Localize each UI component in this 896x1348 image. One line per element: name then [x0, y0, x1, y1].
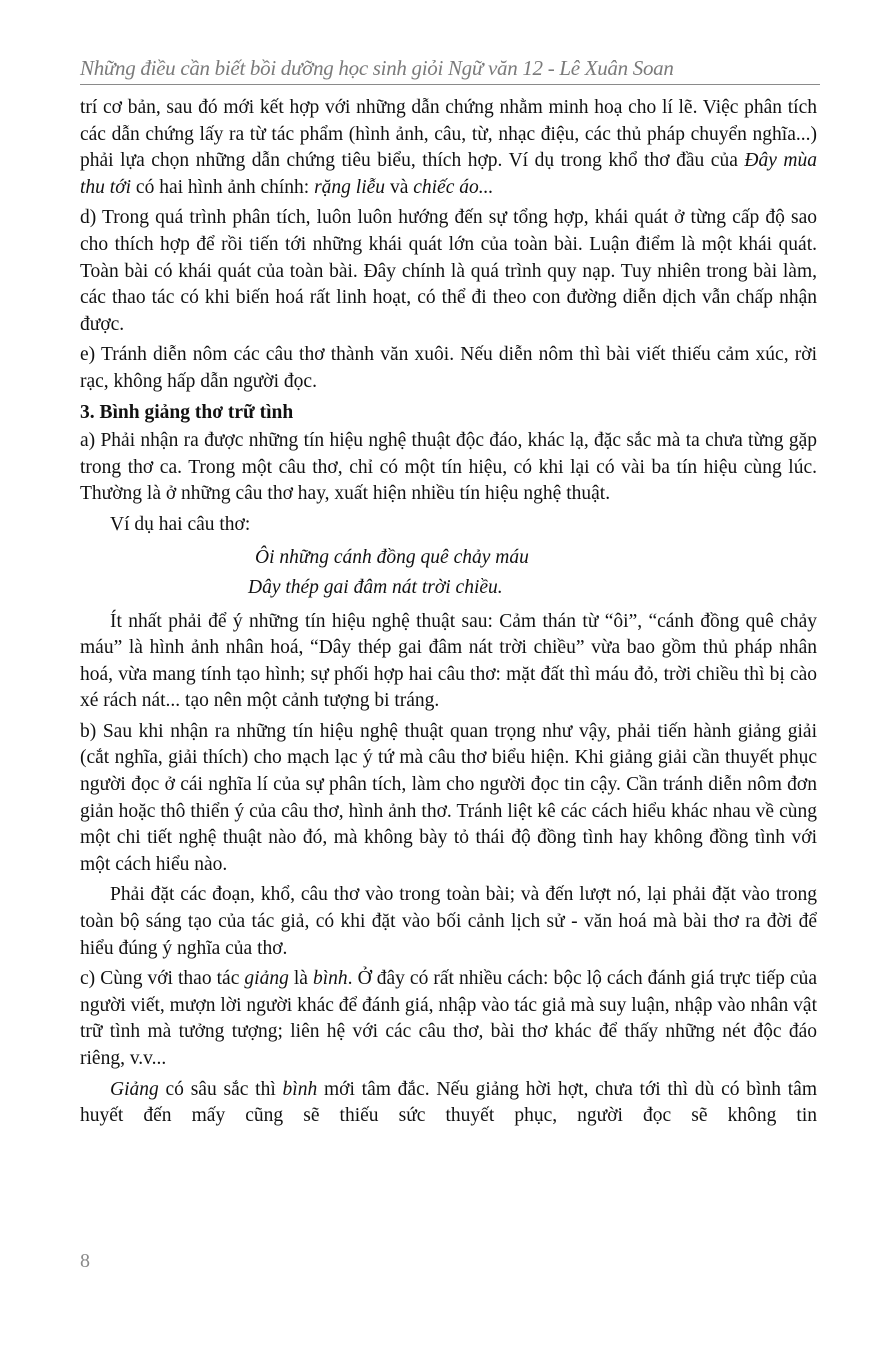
page-body [80, 95, 817, 1134]
text-run: 3. Bình giảng thơ trữ tình [80, 401, 294, 423]
paragraph [80, 1077, 817, 1130]
text-run: Ôi những cánh đồng quê chảy máu [255, 546, 529, 568]
text-run: b) Sau khi nhận ra những tín hiệu nghệ thuật quan trọng như vậy, phải tiến hành giảng giải (cắt nghĩa, giải thích) cho mạch lạc ý tứ mà câu thơ biểu hiện. Khi giảng giải cần thuyết phục người đọc ở cái nghĩa lí của sự phân tích, làm cho người đọc tin cậy. Cần tránh diễn nôm đơn giản hoặc thô thiển ý của câu thơ, hình ảnh thơ. Tránh liệt kê các cách hiểu khác nhau về cùng một chi tiết nghệ thuật nào đó, mà không bày tỏ thái độ đồng tình hay không đồng tình với một cách hiểu nào. [80, 720, 817, 875]
text-run: có sâu sắc thì [158, 1078, 283, 1100]
italic-text: chiếc áo... [413, 176, 494, 198]
italic-text: Đây mùa thu tới [80, 150, 818, 198]
poem-line [80, 573, 817, 603]
header-divider [80, 84, 820, 85]
paragraph [80, 342, 817, 395]
text-run: Ít nhất phải để ý những tín hiệu nghệ thuật sau: Cảm thán từ “ôi”, “cánh đồng quê chảy máu” là hình ảnh nhân hoá, “Dây thép gai đâm nát trời chiều” vừa bao gồm thủ pháp nhân hoá, vừa mang tính tạo hình; sự phối hợp hai câu thơ: mặt đất thì máu đỏ, trời chiều thì bị cào xé rách nát... tạo nên một cảnh tượng bi tráng. [80, 610, 817, 712]
poem-line [80, 543, 817, 573]
text-run: d) Trong quá trình phân tích, luôn luôn hướng đến sự tổng hợp, khái quát ở từng cấp độ sao cho thích hợp để rồi tiến tới những khái quát lớn của toàn bài. Luận điểm là một khái quát. Toàn bài có khái quát của toàn bài. Đây chính là quá trình quy nạp. Tuy nhiên trong bài làm, các thao tác có khi biến hoá rất linh hoạt, có thể đi theo con đường diễn dịch vẫn chấp nhận được. [80, 207, 817, 335]
paragraph [80, 512, 817, 539]
italic-text: giảng [244, 968, 289, 990]
text-run: a) Phải nhận ra được những tín hiệu nghệ thuật độc đáo, khác lạ, đặc sắc mà ta chưa từng gặp trong thơ ca. Trong một câu thơ, chỉ có một tín hiệu, có khi lại có vài ba tín hiệu cùng lúc. Thường là ở những câu thơ hay, xuất hiện nhiều tín hiệu nghệ thuật. [80, 430, 817, 505]
running-header: Những điều cần biết bồi dưỡng học sinh giỏi Ngữ văn 12 - Lê Xuân Soan [80, 56, 674, 80]
text-run: e) Tránh diễn nôm các câu thơ thành văn xuôi. Nếu diễn nôm thì bài viết thiếu cảm xúc, rời rạc, không hấp dẫn người đọc. [80, 344, 817, 392]
paragraph [80, 609, 817, 715]
text-run: . Ở đây có rất nhiều cách: bộc lộ cách đánh giá trực tiếp của người viết, mượn lời người khác để đánh giá, nhập vào tác giả mà suy luận, nhập vào nhân vật trữ tình mà tưởng tượng; liên hệ với các câu thơ, bài thơ khác để thấy những nét độc đáo riêng, v.v... [80, 968, 818, 1069]
italic-text: rặng liễu [314, 176, 386, 198]
paragraph [80, 719, 817, 879]
paragraph [80, 428, 817, 508]
text-run: là [288, 968, 313, 990]
text-run: mới tâm đắc. Nếu giảng hời hợt, chưa tới thì dù có bình tâm huyết đến mấy cũng sẽ thiếu sức thuyết phục, người đọc sẽ không tin [80, 1078, 817, 1127]
italic-text: Giảng [110, 1078, 159, 1100]
paragraph [80, 205, 817, 338]
text-run: có hai hình ảnh chính: [131, 176, 315, 198]
page-number: 8 [80, 1250, 90, 1272]
paragraph [80, 966, 817, 1072]
paragraph [80, 95, 817, 201]
text-run: c) Cùng với thao tác [80, 968, 245, 990]
text-run: Dây thép gai đâm nát trời chiều. [248, 576, 503, 598]
italic-text: bình [313, 968, 348, 990]
italic-text: bình [282, 1078, 318, 1100]
text-run: Phải đặt các đoạn, khổ, câu thơ vào trong toàn bài; và đến lượt nó, lại phải đặt vào trong toàn bộ sáng tạo của tác giả, có khi đặt vào bối cảnh lịch sử - văn hoá mà bài thơ ra đời để hiểu đúng ý nghĩa của thơ. [80, 884, 817, 959]
paragraph [80, 882, 817, 962]
text-run: và [385, 176, 414, 198]
text-run: trí cơ bản, sau đó mới kết hợp với những dẫn chứng nhằm minh hoạ cho lí lẽ. Việc phân tích các dẫn chứng lấy ra từ tác phẩm (hình ảnh, câu, từ, nhạc điệu, các thủ pháp chuyển nghĩa...) phải lựa chọn những dẫn chứng tiêu biểu, thích hợp. Ví dụ trong khổ thơ đầu của [80, 97, 817, 172]
section-heading [80, 400, 817, 427]
text-run: Ví dụ hai câu thơ: [110, 513, 251, 535]
